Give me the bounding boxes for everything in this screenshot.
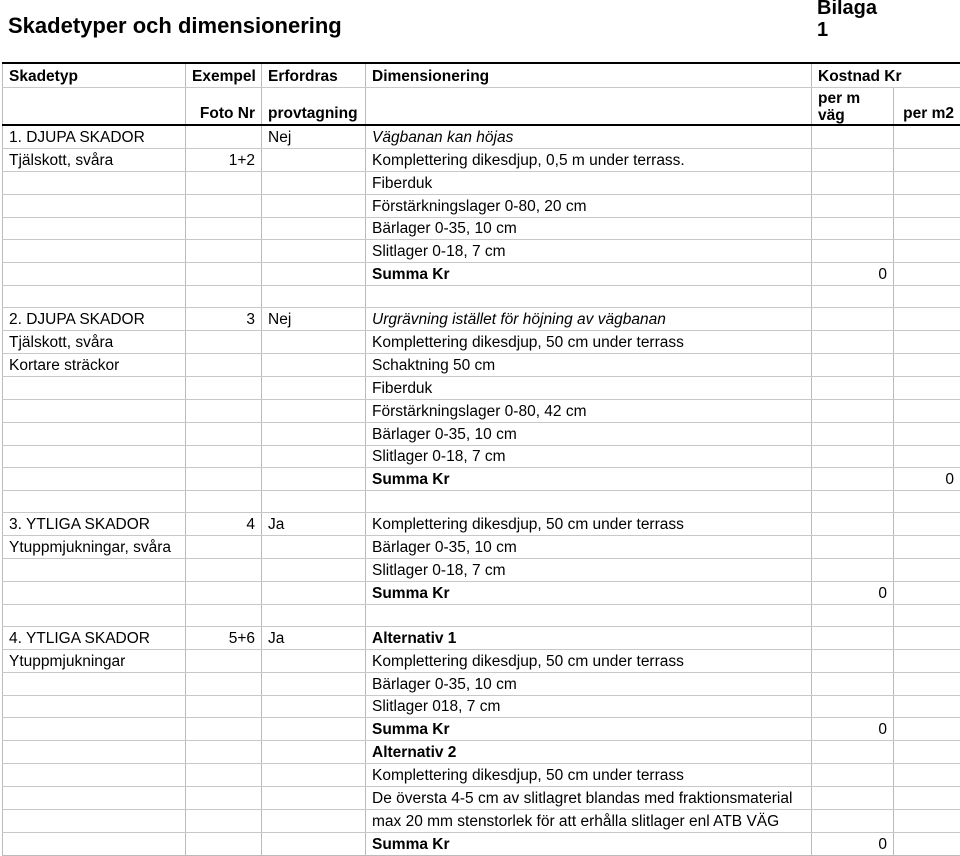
cell-kostnad-per-m bbox=[812, 741, 894, 764]
cell-foto-nr bbox=[186, 125, 262, 148]
cell-kostnad-per-m bbox=[812, 787, 894, 810]
bilaga-word: Bilaga bbox=[817, 0, 877, 19]
cell-kostnad-per-m bbox=[812, 468, 894, 491]
cell-kostnad-per-m2 bbox=[894, 832, 960, 855]
cell-dimensionering: Komplettering dikesdjup, 0,5 m under terrass. bbox=[366, 148, 812, 171]
cell-foto-nr bbox=[186, 445, 262, 468]
cell-kostnad-per-m: 0 bbox=[812, 263, 894, 286]
cell-kostnad-per-m2: 0 bbox=[894, 468, 960, 491]
table-row bbox=[3, 649, 960, 672]
cell-kostnad-per-m2 bbox=[894, 810, 960, 833]
cell-dimensionering: Komplettering dikesdjup, 50 cm under terrass bbox=[366, 649, 812, 672]
cell-dimensionering: Summa Kr bbox=[366, 832, 812, 855]
cell-foto-nr bbox=[186, 649, 262, 672]
cell-foto-nr bbox=[186, 331, 262, 354]
cell-erfordras bbox=[262, 217, 366, 240]
cell-kostnad-per-m2 bbox=[894, 764, 960, 787]
cell-kostnad-per-m bbox=[812, 649, 894, 672]
col-header-skadetyp: Skadetyp bbox=[3, 63, 186, 88]
cell-skadetyp bbox=[3, 399, 186, 422]
cell-foto-nr bbox=[186, 422, 262, 445]
cell-kostnad-per-m bbox=[812, 308, 894, 331]
cell-skadetyp bbox=[3, 491, 186, 513]
cell-dimensionering: Summa Kr bbox=[366, 718, 812, 741]
bilaga-number: 1 bbox=[817, 19, 877, 41]
cell-erfordras bbox=[262, 741, 366, 764]
cell-kostnad-per-m bbox=[812, 354, 894, 377]
cell-kostnad-per-m bbox=[812, 399, 894, 422]
cell-dimensionering: Bärlager 0-35, 10 cm bbox=[366, 217, 812, 240]
cell-dimensionering: Alternativ 2 bbox=[366, 741, 812, 764]
cell-dimensionering bbox=[366, 491, 812, 513]
col-header-per-m-vag bbox=[812, 88, 894, 126]
header-blank bbox=[366, 88, 812, 126]
cell-erfordras: Nej bbox=[262, 308, 366, 331]
cell-erfordras bbox=[262, 649, 366, 672]
cell-dimensionering: Alternativ 1 bbox=[366, 626, 812, 649]
cell-dimensionering: max 20 mm stenstorlek för att erhålla slitlager enl ATB VÄG bbox=[366, 810, 812, 833]
cell-erfordras bbox=[262, 422, 366, 445]
table-row bbox=[3, 194, 960, 217]
cell-kostnad-per-m2 bbox=[894, 718, 960, 741]
cell-skadetyp bbox=[3, 604, 186, 626]
header-row-2 bbox=[3, 88, 960, 126]
table-row bbox=[3, 559, 960, 582]
cell-foto-nr bbox=[186, 672, 262, 695]
cell-erfordras bbox=[262, 286, 366, 308]
cell-erfordras bbox=[262, 832, 366, 855]
cell-kostnad-per-m2 bbox=[894, 286, 960, 308]
cell-skadetyp: Ytuppmjukningar, svåra bbox=[3, 536, 186, 559]
cell-skadetyp bbox=[3, 672, 186, 695]
table-row bbox=[3, 263, 960, 286]
table-row bbox=[3, 718, 960, 741]
cell-dimensionering: Slitlager 0-18, 7 cm bbox=[366, 240, 812, 263]
table-row bbox=[3, 832, 960, 855]
cell-kostnad-per-m2 bbox=[894, 626, 960, 649]
cell-kostnad-per-m bbox=[812, 376, 894, 399]
per-m-line1: per m bbox=[818, 90, 887, 107]
cell-erfordras bbox=[262, 376, 366, 399]
cell-erfordras bbox=[262, 604, 366, 626]
cell-erfordras: Nej bbox=[262, 125, 366, 148]
cell-erfordras: Ja bbox=[262, 513, 366, 536]
cell-erfordras bbox=[262, 672, 366, 695]
cell-kostnad-per-m2 bbox=[894, 240, 960, 263]
table-row bbox=[3, 376, 960, 399]
cell-skadetyp bbox=[3, 695, 186, 718]
cell-dimensionering: Komplettering dikesdjup, 50 cm under terrass bbox=[366, 331, 812, 354]
cell-kostnad-per-m2 bbox=[894, 491, 960, 513]
table-row bbox=[3, 810, 960, 833]
cell-foto-nr bbox=[186, 536, 262, 559]
cell-kostnad-per-m bbox=[812, 217, 894, 240]
cell-kostnad-per-m2 bbox=[894, 582, 960, 605]
table-row bbox=[3, 171, 960, 194]
cell-erfordras bbox=[262, 148, 366, 171]
cell-kostnad-per-m bbox=[812, 148, 894, 171]
cell-kostnad-per-m2 bbox=[894, 604, 960, 626]
cell-dimensionering: Slitlager 018, 7 cm bbox=[366, 695, 812, 718]
cell-dimensionering: Fiberduk bbox=[366, 171, 812, 194]
table-row bbox=[3, 491, 960, 513]
cell-erfordras bbox=[262, 718, 366, 741]
cell-skadetyp: 2. DJUPA SKADOR bbox=[3, 308, 186, 331]
cell-dimensionering bbox=[366, 604, 812, 626]
cell-erfordras bbox=[262, 764, 366, 787]
cell-foto-nr bbox=[186, 764, 262, 787]
cell-kostnad-per-m bbox=[812, 810, 894, 833]
cell-skadetyp: Kortare sträckor bbox=[3, 354, 186, 377]
cell-foto-nr bbox=[186, 217, 262, 240]
cell-kostnad-per-m2 bbox=[894, 376, 960, 399]
cell-kostnad-per-m bbox=[812, 626, 894, 649]
cell-kostnad-per-m2 bbox=[894, 741, 960, 764]
cell-skadetyp bbox=[3, 240, 186, 263]
bilaga-label bbox=[817, 0, 877, 41]
col-header-erfordras: Erfordras bbox=[262, 63, 366, 88]
cell-kostnad-per-m2 bbox=[894, 354, 960, 377]
cell-kostnad-per-m bbox=[812, 194, 894, 217]
cell-skadetyp bbox=[3, 741, 186, 764]
col-header-dimensionering: Dimensionering bbox=[366, 63, 812, 88]
cell-erfordras bbox=[262, 194, 366, 217]
cell-skadetyp: Ytuppmjukningar bbox=[3, 649, 186, 672]
cell-foto-nr bbox=[186, 695, 262, 718]
cell-skadetyp bbox=[3, 171, 186, 194]
cell-skadetyp bbox=[3, 468, 186, 491]
table-row bbox=[3, 399, 960, 422]
cell-kostnad-per-m2 bbox=[894, 194, 960, 217]
cell-erfordras bbox=[262, 559, 366, 582]
cell-erfordras bbox=[262, 240, 366, 263]
table-row bbox=[3, 764, 960, 787]
cell-skadetyp bbox=[3, 263, 186, 286]
cell-kostnad-per-m: 0 bbox=[812, 832, 894, 855]
cell-skadetyp: 3. YTLIGA SKADOR bbox=[3, 513, 186, 536]
table-row bbox=[3, 741, 960, 764]
cell-kostnad-per-m bbox=[812, 604, 894, 626]
cell-foto-nr bbox=[186, 718, 262, 741]
cell-erfordras bbox=[262, 354, 366, 377]
cell-erfordras bbox=[262, 445, 366, 468]
cell-kostnad-per-m2 bbox=[894, 695, 960, 718]
cell-erfordras bbox=[262, 491, 366, 513]
cell-foto-nr bbox=[186, 741, 262, 764]
cell-skadetyp bbox=[3, 559, 186, 582]
cell-kostnad-per-m2 bbox=[894, 148, 960, 171]
cell-kostnad-per-m bbox=[812, 672, 894, 695]
cell-skadetyp: Tjälskott, svåra bbox=[3, 148, 186, 171]
cell-dimensionering: De översta 4-5 cm av slitlagret blandas med fraktionsmaterial bbox=[366, 787, 812, 810]
per-m-line2: väg bbox=[818, 107, 887, 124]
cell-dimensionering: Vägbanan kan höjas bbox=[366, 125, 812, 148]
table-row bbox=[3, 626, 960, 649]
cell-kostnad-per-m2 bbox=[894, 445, 960, 468]
cell-kostnad-per-m bbox=[812, 513, 894, 536]
cell-foto-nr: 1+2 bbox=[186, 148, 262, 171]
cell-foto-nr bbox=[186, 263, 262, 286]
col-header-foto-nr: Foto Nr bbox=[186, 88, 262, 126]
cell-kostnad-per-m2 bbox=[894, 125, 960, 148]
cell-skadetyp bbox=[3, 422, 186, 445]
cell-kostnad-per-m bbox=[812, 491, 894, 513]
cell-erfordras bbox=[262, 171, 366, 194]
cell-erfordras bbox=[262, 331, 366, 354]
cell-kostnad-per-m2 bbox=[894, 308, 960, 331]
cell-foto-nr: 5+6 bbox=[186, 626, 262, 649]
cell-foto-nr bbox=[186, 468, 262, 491]
cell-skadetyp bbox=[3, 445, 186, 468]
col-header-kostnad: Kostnad Kr bbox=[812, 63, 960, 88]
cell-foto-nr bbox=[186, 787, 262, 810]
cell-skadetyp bbox=[3, 376, 186, 399]
cell-foto-nr bbox=[186, 604, 262, 626]
cell-kostnad-per-m: 0 bbox=[812, 582, 894, 605]
table-row bbox=[3, 148, 960, 171]
table-row bbox=[3, 422, 960, 445]
cell-kostnad-per-m2 bbox=[894, 399, 960, 422]
cell-kostnad-per-m2 bbox=[894, 787, 960, 810]
cell-erfordras bbox=[262, 582, 366, 605]
cell-kostnad-per-m bbox=[812, 286, 894, 308]
cell-dimensionering: Urgrävning istället för höjning av vägbanan bbox=[366, 308, 812, 331]
cell-foto-nr bbox=[186, 286, 262, 308]
table-row bbox=[3, 513, 960, 536]
cell-foto-nr bbox=[186, 810, 262, 833]
cell-foto-nr bbox=[186, 582, 262, 605]
cell-dimensionering: Slitlager 0-18, 7 cm bbox=[366, 445, 812, 468]
cell-dimensionering: Förstärkningslager 0-80, 42 cm bbox=[366, 399, 812, 422]
cell-erfordras: Ja bbox=[262, 626, 366, 649]
cell-kostnad-per-m2 bbox=[894, 263, 960, 286]
page-title: Skadetyper och dimensionering bbox=[8, 13, 342, 39]
cell-kostnad-per-m2 bbox=[894, 649, 960, 672]
cell-erfordras bbox=[262, 399, 366, 422]
cell-dimensionering: Förstärkningslager 0-80, 20 cm bbox=[366, 194, 812, 217]
table-row bbox=[3, 217, 960, 240]
cell-foto-nr bbox=[186, 171, 262, 194]
col-header-provtagning: provtagning bbox=[262, 88, 366, 126]
cell-skadetyp bbox=[3, 832, 186, 855]
cell-foto-nr bbox=[186, 491, 262, 513]
cell-erfordras bbox=[262, 263, 366, 286]
cell-dimensionering: Komplettering dikesdjup, 50 cm under terrass bbox=[366, 764, 812, 787]
cell-kostnad-per-m bbox=[812, 171, 894, 194]
table-row bbox=[3, 331, 960, 354]
cell-dimensionering bbox=[366, 286, 812, 308]
cell-kostnad-per-m bbox=[812, 240, 894, 263]
cell-dimensionering: Summa Kr bbox=[366, 263, 812, 286]
cell-dimensionering: Bärlager 0-35, 10 cm bbox=[366, 536, 812, 559]
cell-skadetyp: Tjälskott, svåra bbox=[3, 331, 186, 354]
cell-dimensionering: Summa Kr bbox=[366, 468, 812, 491]
cell-foto-nr bbox=[186, 194, 262, 217]
table-row bbox=[3, 354, 960, 377]
cell-kostnad-per-m bbox=[812, 695, 894, 718]
table-row bbox=[3, 787, 960, 810]
cell-skadetyp: 4. YTLIGA SKADOR bbox=[3, 626, 186, 649]
table-row bbox=[3, 240, 960, 263]
cell-kostnad-per-m2 bbox=[894, 171, 960, 194]
cell-erfordras bbox=[262, 536, 366, 559]
cell-skadetyp bbox=[3, 582, 186, 605]
table-row bbox=[3, 536, 960, 559]
cell-foto-nr bbox=[186, 354, 262, 377]
cell-erfordras bbox=[262, 468, 366, 491]
cell-kostnad-per-m2 bbox=[894, 513, 960, 536]
table-row bbox=[3, 604, 960, 626]
dimensioning-table bbox=[2, 62, 960, 856]
cell-skadetyp bbox=[3, 810, 186, 833]
cell-dimensionering: Fiberduk bbox=[366, 376, 812, 399]
header-blank bbox=[3, 88, 186, 126]
cell-kostnad-per-m2 bbox=[894, 559, 960, 582]
cell-dimensionering: Schaktning 50 cm bbox=[366, 354, 812, 377]
table-row bbox=[3, 308, 960, 331]
table-row bbox=[3, 286, 960, 308]
col-header-exempel: Exempel bbox=[186, 63, 262, 88]
cell-kostnad-per-m2 bbox=[894, 331, 960, 354]
cell-kostnad-per-m2 bbox=[894, 217, 960, 240]
cell-foto-nr: 4 bbox=[186, 513, 262, 536]
cell-kostnad-per-m: 0 bbox=[812, 718, 894, 741]
cell-dimensionering: Komplettering dikesdjup, 50 cm under terrass bbox=[366, 513, 812, 536]
cell-skadetyp: 1. DJUPA SKADOR bbox=[3, 125, 186, 148]
col-header-per-m2: per m2 bbox=[894, 88, 960, 126]
cell-skadetyp bbox=[3, 217, 186, 240]
cell-erfordras bbox=[262, 787, 366, 810]
cell-foto-nr bbox=[186, 832, 262, 855]
cell-skadetyp bbox=[3, 787, 186, 810]
table-row bbox=[3, 695, 960, 718]
cell-kostnad-per-m2 bbox=[894, 672, 960, 695]
cell-skadetyp bbox=[3, 764, 186, 787]
table-row bbox=[3, 468, 960, 491]
cell-skadetyp bbox=[3, 286, 186, 308]
cell-dimensionering: Summa Kr bbox=[366, 582, 812, 605]
cell-foto-nr: 3 bbox=[186, 308, 262, 331]
cell-kostnad-per-m bbox=[812, 764, 894, 787]
cell-kostnad-per-m2 bbox=[894, 422, 960, 445]
header-row-1 bbox=[3, 63, 960, 88]
cell-kostnad-per-m bbox=[812, 125, 894, 148]
cell-kostnad-per-m bbox=[812, 559, 894, 582]
cell-kostnad-per-m2 bbox=[894, 536, 960, 559]
cell-kostnad-per-m bbox=[812, 422, 894, 445]
table-row bbox=[3, 672, 960, 695]
cell-kostnad-per-m bbox=[812, 331, 894, 354]
cell-foto-nr bbox=[186, 376, 262, 399]
cell-dimensionering: Slitlager 0-18, 7 cm bbox=[366, 559, 812, 582]
cell-skadetyp bbox=[3, 194, 186, 217]
table-row bbox=[3, 125, 960, 148]
cell-kostnad-per-m bbox=[812, 445, 894, 468]
cell-dimensionering: Bärlager 0-35, 10 cm bbox=[366, 672, 812, 695]
cell-kostnad-per-m bbox=[812, 536, 894, 559]
table-row bbox=[3, 445, 960, 468]
cell-erfordras bbox=[262, 695, 366, 718]
cell-foto-nr bbox=[186, 399, 262, 422]
cell-foto-nr bbox=[186, 240, 262, 263]
table-row bbox=[3, 582, 960, 605]
cell-erfordras bbox=[262, 810, 366, 833]
cell-foto-nr bbox=[186, 559, 262, 582]
cell-dimensionering: Bärlager 0-35, 10 cm bbox=[366, 422, 812, 445]
cell-skadetyp bbox=[3, 718, 186, 741]
